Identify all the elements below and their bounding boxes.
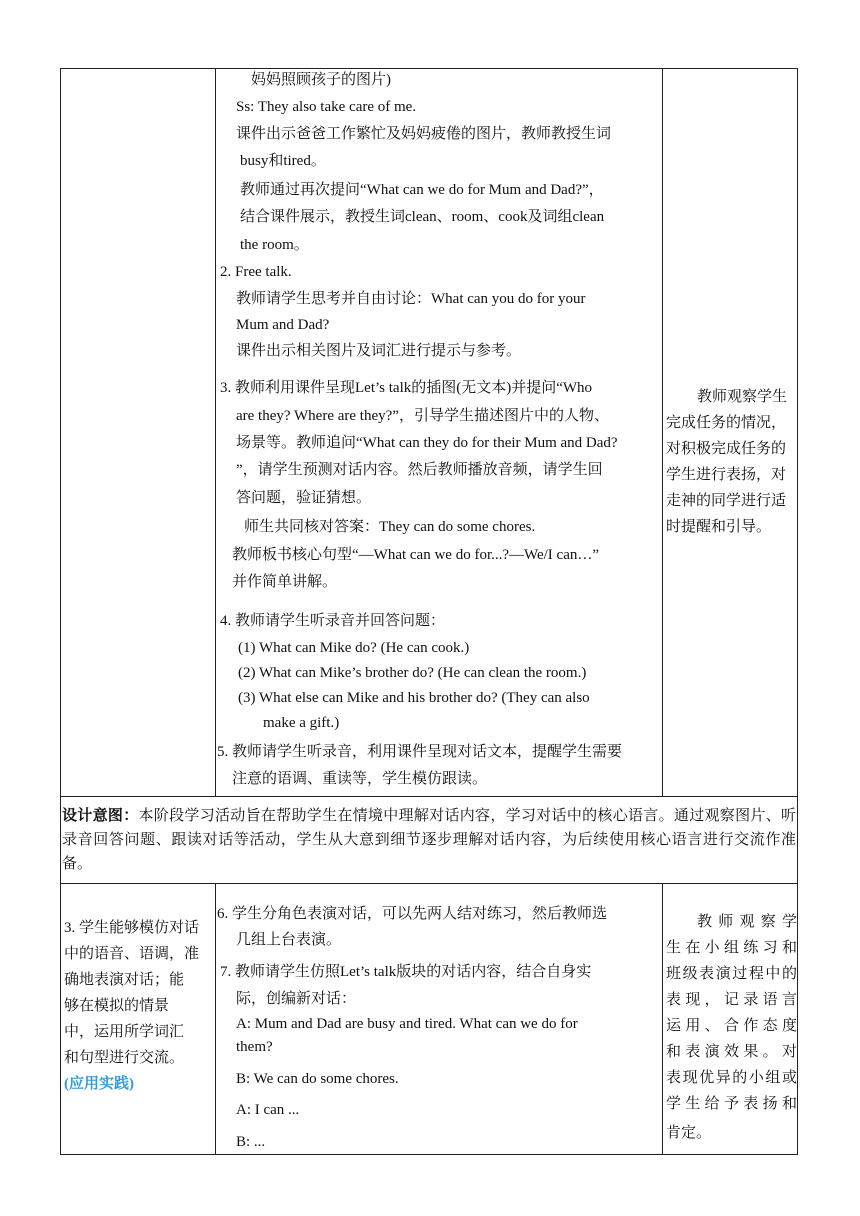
activity-line: 教师板书核心句型“—What can we do for...?—We/I can…” — [232, 547, 600, 563]
activity-line: (3) What else can Mike and his brother do? (They can also — [238, 690, 590, 706]
activity-line: 课件出示爸爸工作繁忙及妈妈疲倦的图片，教师教授生词 — [236, 126, 612, 142]
activity-line: the room。 — [240, 237, 309, 253]
evaluation-line: 和表演效果。对 — [666, 1044, 797, 1060]
evaluation-line: 表现，记录语言 — [666, 992, 797, 1008]
activity-line: 妈妈照顾孩子的图片) — [251, 72, 391, 88]
evaluation-line: 学生进行表扬，对 — [666, 467, 787, 483]
activity-line: 教师通过再次提问“What can we do for Mum and Dad?”， — [240, 182, 604, 198]
activity-line: 4. 教师请学生听录音并回答问题： — [220, 613, 446, 629]
column-divider-4 — [662, 883, 663, 1155]
column-divider-1 — [215, 68, 216, 796]
evaluation-line: 表现优异的小组或 — [666, 1070, 797, 1086]
evaluation-line: 生在小组练习和 — [666, 940, 797, 956]
objective-tag: (应用实践) — [64, 1076, 134, 1092]
evaluation-line: 肯定。 — [666, 1125, 712, 1141]
activity-line: A: Mum and Dad are busy and tired. What can we do for — [236, 1016, 578, 1032]
row-divider-2 — [60, 883, 798, 884]
objective-line: 中的语音、语调，准 — [64, 946, 200, 962]
activity-line: Ss: They also take care of me. — [236, 99, 417, 115]
activity-line: A: I can ... — [236, 1102, 300, 1118]
row-divider-1 — [60, 796, 798, 797]
activity-line: (1) What can Mike do? (He can cook.) — [238, 640, 470, 656]
objective-line: 和句型进行交流。 — [64, 1050, 185, 1066]
activity-line: 师生共同核对答案：They can do some chores. — [244, 519, 536, 535]
activity-line: are they? Where are they?”，引导学生描述图片中的人物、 — [236, 408, 609, 424]
column-divider-2 — [662, 68, 663, 796]
evaluation-line: 学生给予表扬和 — [666, 1096, 797, 1112]
activity-line: 7. 教师请学生仿照Let’s talk版块的对话内容，结合自身实 — [220, 964, 592, 980]
objective-line: 3. 学生能够模仿对话 — [64, 920, 200, 936]
activity-line: 课件出示相关图片及词汇进行提示与参考。 — [236, 343, 522, 359]
activity-line: 教师请学生思考并自由讨论：What can you do for your — [236, 291, 586, 307]
activity-line: 5. 教师请学生听录音，利用课件呈现对话文本，提醒学生需要 — [217, 744, 623, 760]
evaluation-line: 班级表演过程中的 — [666, 966, 797, 982]
evaluation-line: 教师观察学生 — [697, 389, 788, 405]
activity-line: B: ... — [236, 1134, 266, 1150]
activity-line: 几组上台表演。 — [236, 932, 342, 948]
design-intent-text: 本阶段学习活动旨在帮助学生在情境中理解对话内容，学习对话中的核心语言。通过观察图片、听录音回答问题、跟读对话等活动，学生从大意到细节逐步理解对话内容，为后续使用核心语言进行交流作准备。 — [62, 808, 796, 872]
activity-line: Mum and Dad? — [236, 317, 330, 333]
evaluation-line: 运用、合作态度 — [666, 1018, 797, 1034]
evaluation-line: 时提醒和引导。 — [666, 519, 772, 535]
activity-line: them? — [236, 1039, 273, 1055]
activity-line: 并作简单讲解。 — [232, 574, 338, 590]
activity-line: 2. Free talk. — [220, 264, 292, 280]
activity-line: 答问题，验证猜想。 — [236, 490, 372, 506]
design-intent-label: 设计意图： — [62, 808, 139, 824]
objective-line: 中，运用所学词汇 — [64, 1024, 185, 1040]
activity-line: (2) What can Mike’s brother do? (He can clean the room.) — [238, 665, 587, 681]
activity-line: make a gift.) — [263, 715, 340, 731]
evaluation-line: 对积极完成任务的 — [666, 441, 787, 457]
evaluation-line: 走神的同学进行适 — [666, 493, 787, 509]
objective-line: 够在模拟的情景 — [64, 998, 170, 1014]
activity-line: 际，创编新对话： — [236, 991, 357, 1007]
design-intent — [62, 804, 796, 876]
activity-line: 场景等。教师追问“What can they do for their Mum and Dad? — [236, 435, 618, 451]
activity-line: busy和tired。 — [240, 153, 326, 169]
column-divider-3 — [215, 883, 216, 1155]
activity-line: 3. 教师利用课件呈现Let’s talk的插图(无文本)并提问“Who — [220, 380, 593, 396]
activity-line: 注意的语调、重读等，学生模仿跟读。 — [232, 771, 488, 787]
evaluation-line: 教师观察学 — [697, 914, 797, 930]
objective-line: 确地表演对话；能 — [64, 972, 185, 988]
activity-line: B: We can do some chores. — [236, 1071, 399, 1087]
evaluation-line: 完成任务的情况， — [666, 415, 787, 431]
activity-line: 结合课件展示，教授生词clean、room、cook及词组clean — [240, 209, 605, 225]
activity-line: 6. 学生分角色表演对话，可以先两人结对练习，然后教师选 — [217, 906, 608, 922]
activity-line: ”，请学生预测对话内容。然后教师播放音频，请学生回 — [236, 462, 603, 478]
